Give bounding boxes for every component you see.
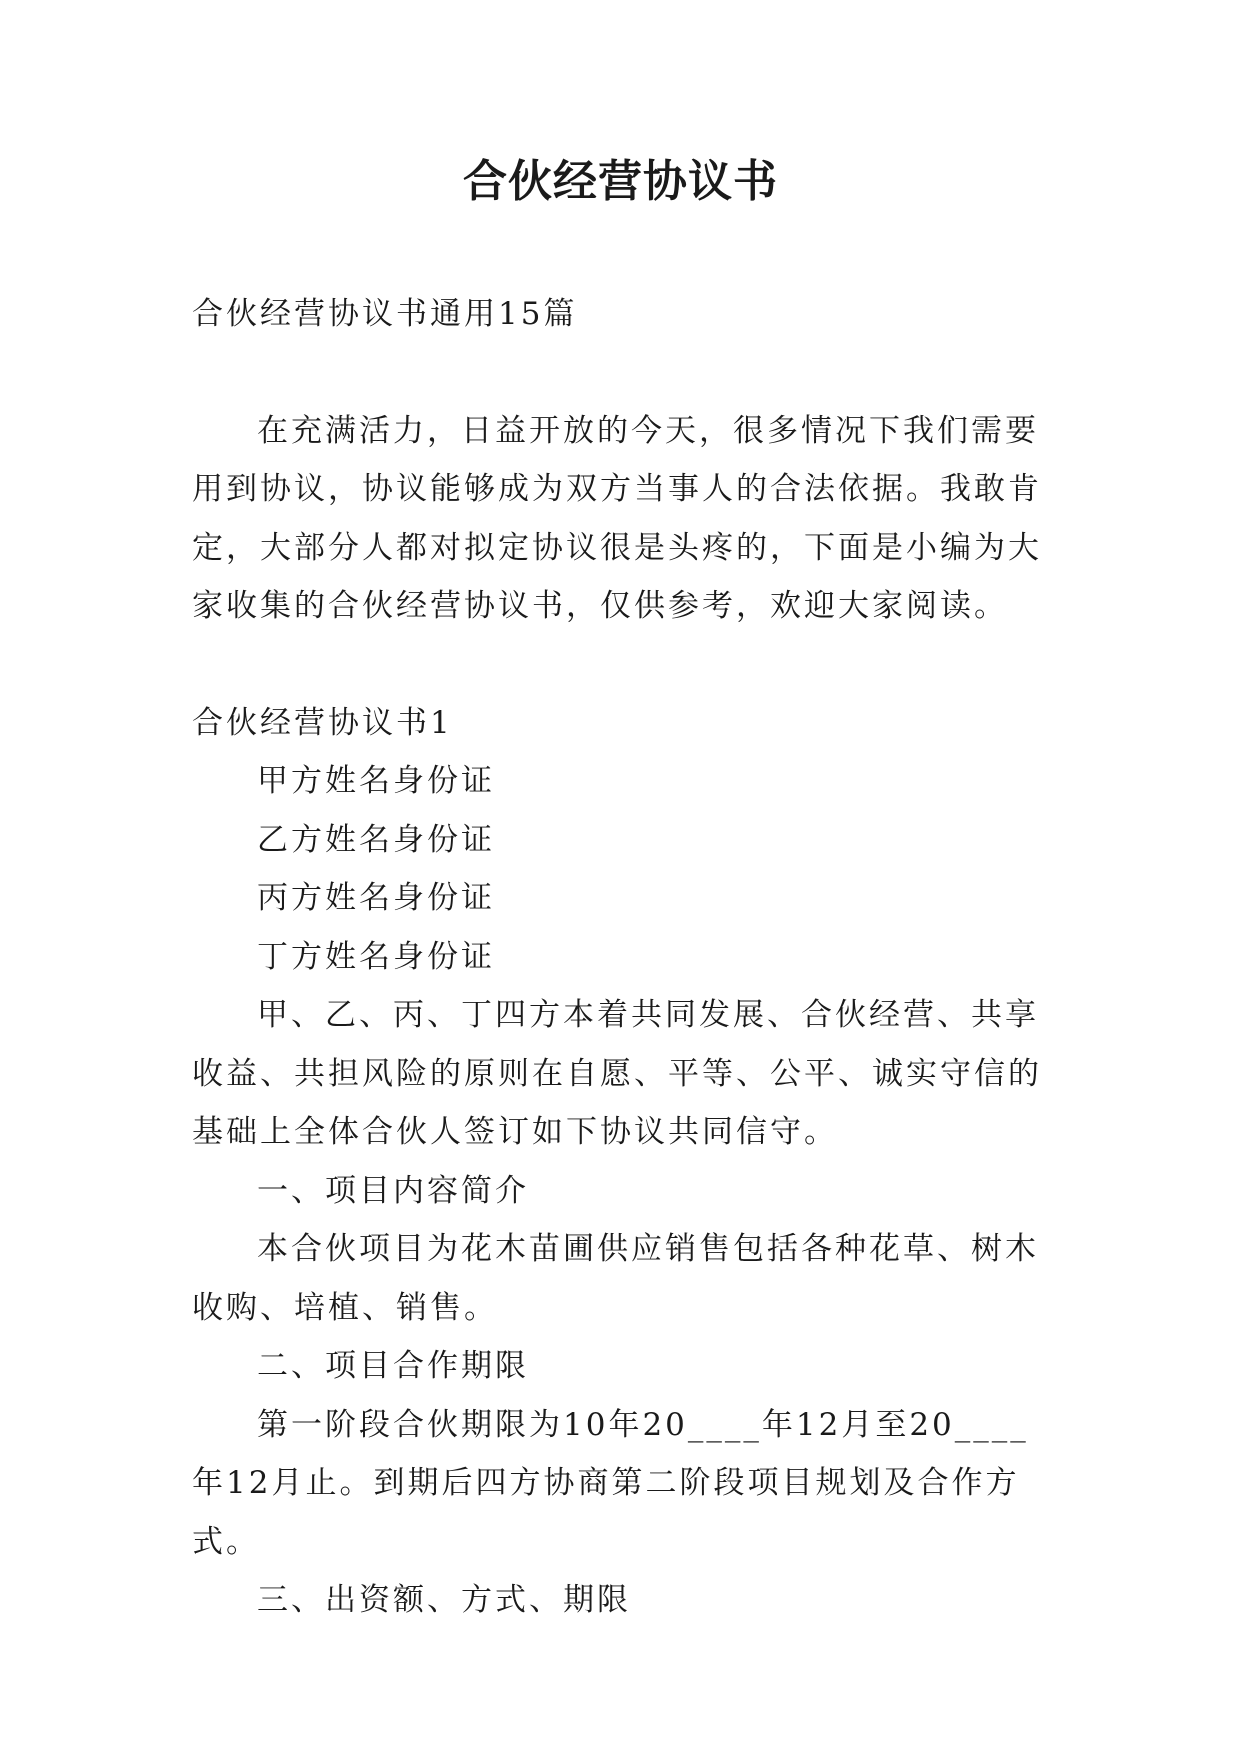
clause-body-1: 本合伙项目为花木苗圃供应销售包括各种花草、树木收购、培植、销售。 xyxy=(192,1231,1039,1326)
clause-heading-2: 二、项目合作期限 xyxy=(257,1348,529,1384)
clause-heading-1: 一、项目内容简介 xyxy=(257,1172,529,1209)
party-b-line: 乙方姓名身份证 xyxy=(257,821,495,858)
party-a-line: 甲方姓名身份证 xyxy=(257,763,495,799)
document-subtitle: 合伙经营协议书通用15篇 xyxy=(192,296,578,332)
party-c-line: 丙方姓名身份证 xyxy=(257,880,495,916)
agreement-preamble: 甲、乙、丙、丁四方本着共同发展、合伙经营、共享收益、共担风险的原则在自愿、平等、公平、诚实守信的基础上全体合伙人签订如下协议共同信守。 xyxy=(192,997,1042,1150)
clause-body-2: 第一阶段合伙期限为10年20____年12月至20____年12月止。到期后四方协商第二阶段项目规划及合作方式。 xyxy=(192,1406,1029,1560)
document-body xyxy=(192,285,1062,1630)
document-title: 合伙经营协议书 xyxy=(463,156,778,207)
party-d-line: 丁方姓名身份证 xyxy=(257,938,495,975)
intro-paragraph: 在充满活力，日益开放的今天，很多情况下我们需要用到协议，协议能够成为双方当事人的合法依据。我敢肯定，大部分人都对拟定协议很是头疼的，下面是小编为大家收集的合伙经营协议书，仅供参考，欢迎大家阅读。 xyxy=(192,412,1042,624)
section-title: 合伙经营协议书1 xyxy=(192,704,453,741)
clause-heading-3: 三、出资额、方式、期限 xyxy=(257,1582,631,1618)
